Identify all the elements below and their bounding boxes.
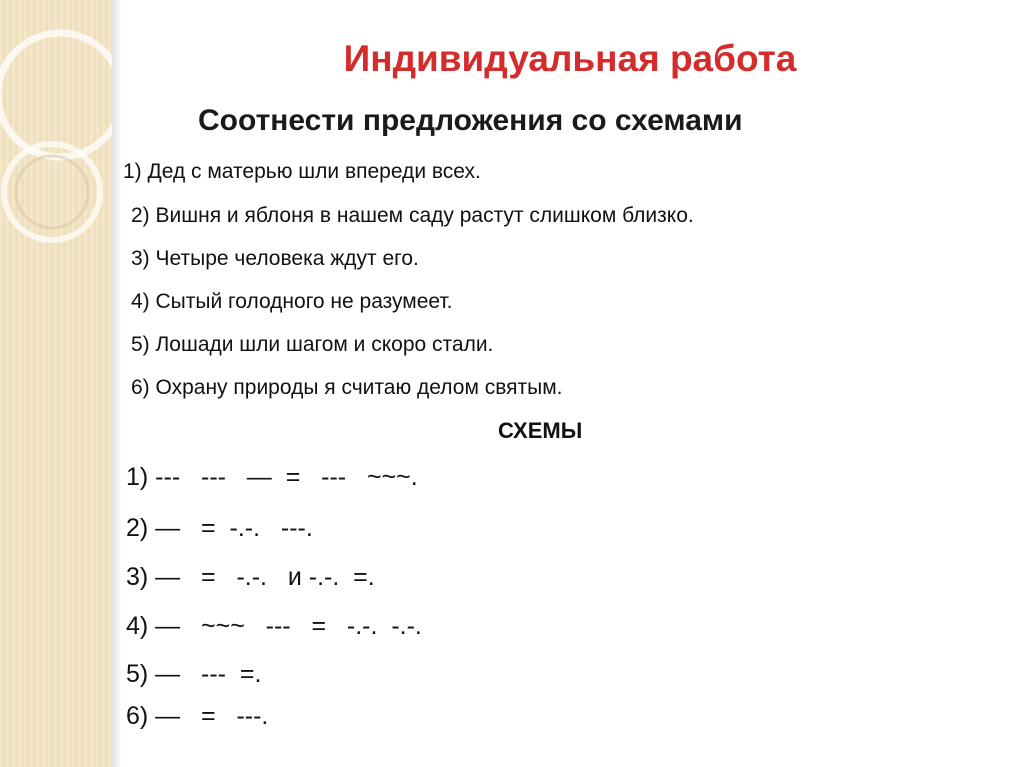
decorative-side-strip xyxy=(0,0,112,767)
sentence-4: 4) Сытый голодного не разумеет. xyxy=(131,290,453,313)
scheme-5: 5) — --- =. xyxy=(126,660,262,688)
sentence-1: 1) Дед с матерью шли впереди всех. xyxy=(123,160,481,183)
side-strip-shadow xyxy=(112,0,122,767)
scheme-1: 1) --- --- — = --- ~~~. xyxy=(126,463,418,491)
sentence-5: 5) Лошади шли шагом и скоро стали. xyxy=(131,333,494,356)
scheme-2: 2) — = -.-. ---. xyxy=(126,514,313,542)
page-title: Индивидуальная работа xyxy=(343,38,797,79)
sentence-3: 3) Четыре человека ждут его. xyxy=(131,247,419,270)
scheme-3: 3) — = -.-. и -.-. =. xyxy=(126,563,375,591)
task-subtitle: Соотнести предложения со схемами xyxy=(198,104,743,137)
scheme-6: 6) — = ---. xyxy=(126,702,269,730)
schemes-heading: СХЕМЫ xyxy=(498,418,583,443)
sentence-2: 2) Вишня и яблоня в нашем саду растут слишком близко. xyxy=(131,204,694,227)
sentence-6: 6) Охрану природы я считаю делом святым. xyxy=(131,376,563,399)
decorative-rings xyxy=(0,0,112,767)
scheme-4: 4) — ~~~ --- = -.-. -.-. xyxy=(126,612,422,640)
